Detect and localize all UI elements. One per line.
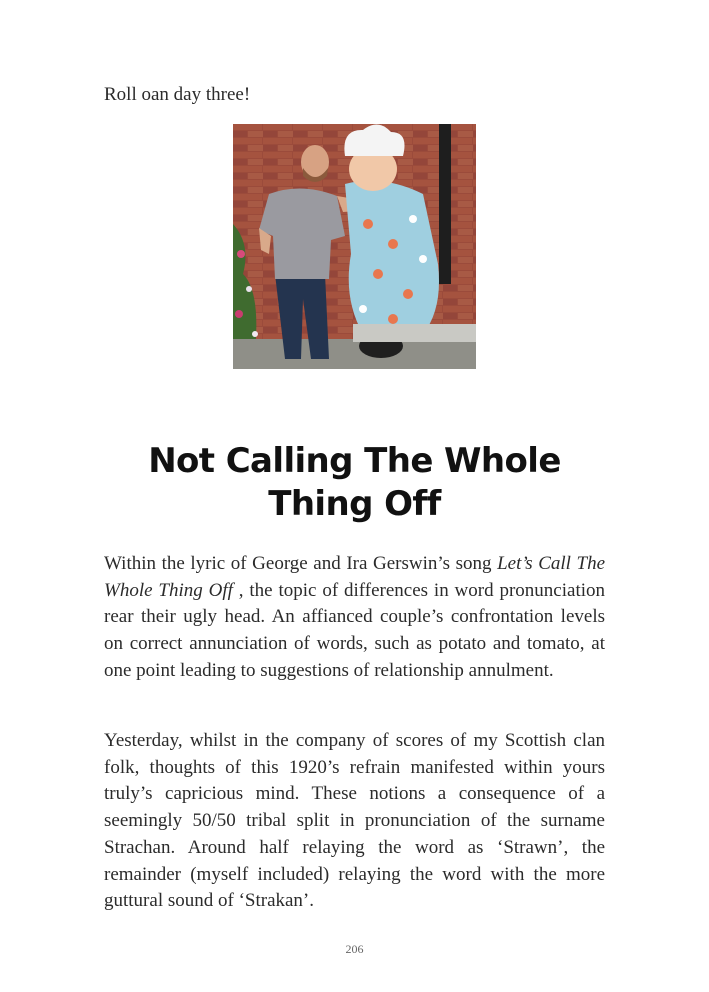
paragraph-1-text-end: , the topic of differences in word pronunciation rear their ugly head. An affianced couple’s confrontation levels on correct annunciation of words, such as potato and tomato, at one point leading to suggestions of relationship annulment. xyxy=(104,579,605,681)
page-number: 206 xyxy=(345,942,364,956)
paragraph-1 xyxy=(104,551,605,685)
chapter-title: Not Calling The Whole Thing Off xyxy=(148,441,561,524)
song-title-italic: Let’s Call The Whole Thing Off xyxy=(104,553,606,601)
photo-illustration xyxy=(233,124,476,369)
intro-line: Roll oan day three! xyxy=(104,84,251,105)
photo-man-with-statue xyxy=(233,124,476,369)
paragraph-1-text-start: Within the lyric of George and Ira Gerswin’s song xyxy=(104,553,498,574)
book-page xyxy=(104,0,605,992)
paragraph-2: Yesterday, whilst in the company of scores of my Scottish clan folk, thoughts of this 1920’s refrain manifested within yours truly’s capricious mind. These notions a consequence of a seemingly 50/50 tribal split in pronunciation of the surname Strachan. Around half relaying the word as ‘Strawn’, the remainder (myself included) relaying the word with the more guttural sound of ‘Strakan’. xyxy=(104,730,605,912)
